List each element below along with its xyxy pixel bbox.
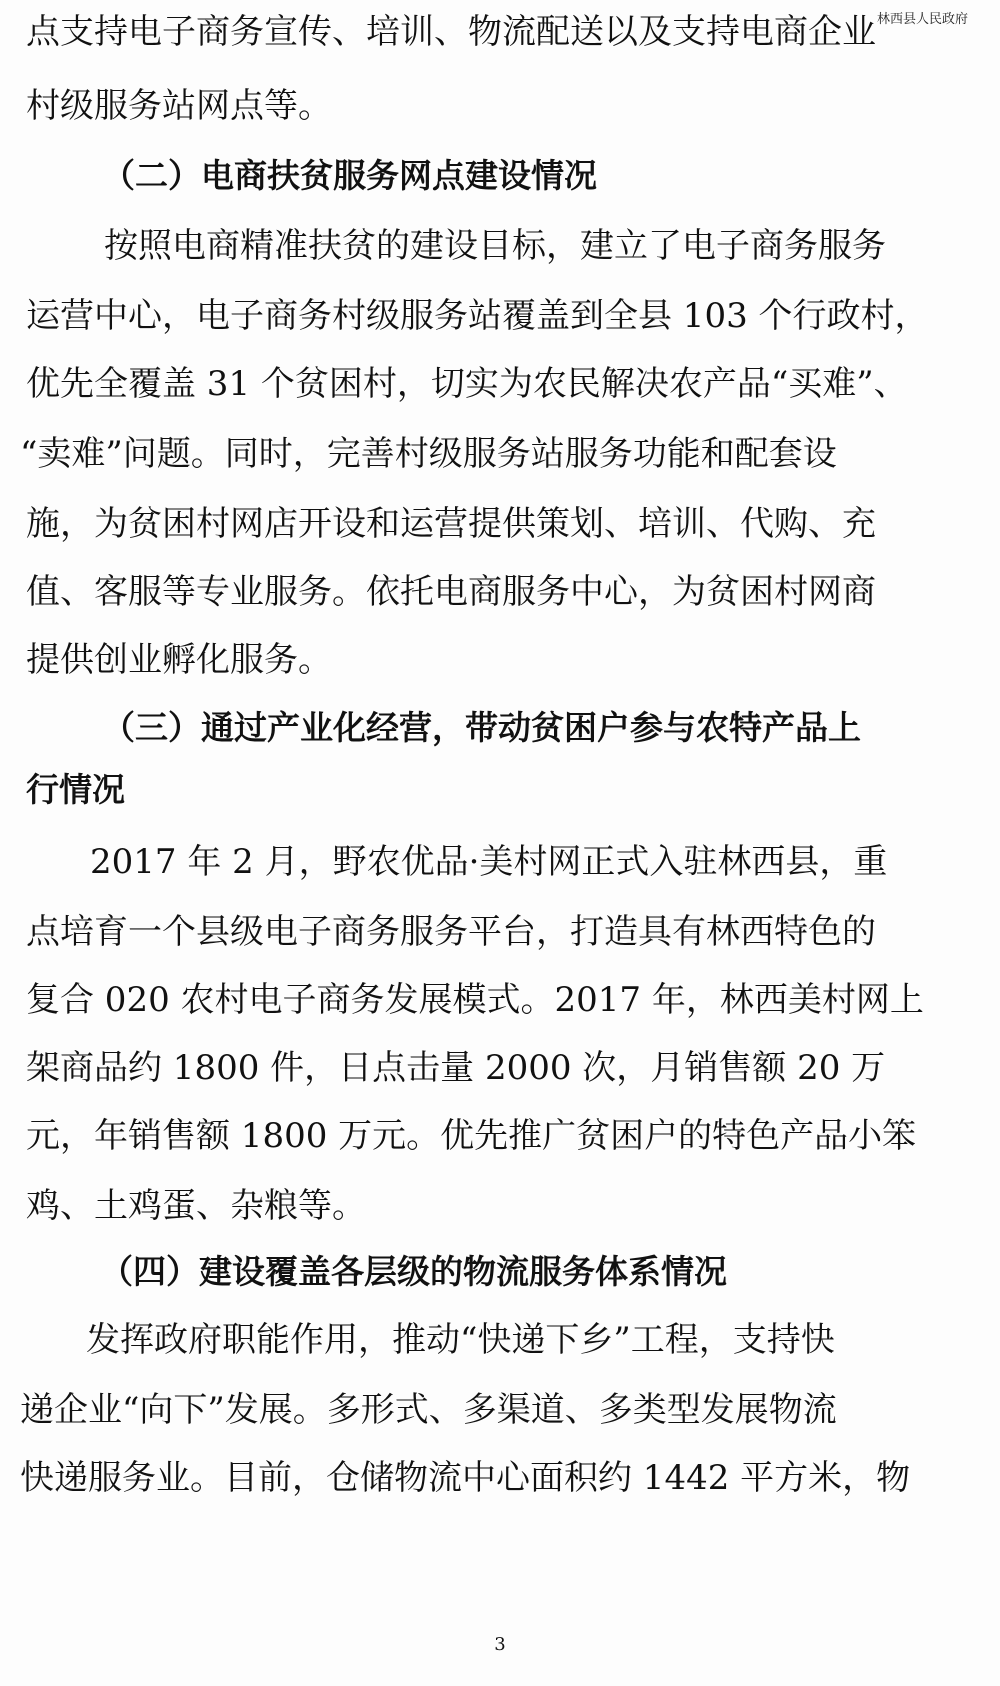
paragraph-line: 复合 020 农村电子商务发展模式。2017 年，林西美村网上 (26, 980, 924, 1020)
paragraph-line: 架商品约 1800 件，日点击量 2000 次，月销售额 20 万 (26, 1048, 886, 1088)
paragraph-line: 快递服务业。目前，仓储物流中心面积约 1442 平方米，物 (20, 1458, 911, 1498)
paragraph-line: “卖难”问题。同时，完善村级服务站服务功能和配套设 (20, 434, 837, 474)
section-heading-4: （四）建设覆盖各层级的物流服务体系情况 (100, 1252, 727, 1291)
paragraph-line: 运营中心，电子商务村级服务站覆盖到全县 103 个行政村， (26, 296, 929, 336)
paragraph-line: 元，年销售额 1800 万元。优先推广贫困户的特色产品小笨 (26, 1116, 917, 1156)
paragraph-line: 点培育一个县级电子商务服务平台，打造具有林西特色的 (26, 912, 876, 952)
paragraph-line: 优先全覆盖 31 个贫困村，切实为农民解决农产品“买难”、 (26, 364, 908, 404)
section-heading-3-cont: 行情况 (26, 770, 125, 809)
section-heading-2: （二）电商扶贫服务网点建设情况 (102, 156, 597, 195)
paragraph-line: 值、客服等专业服务。依托电商服务中心，为贫困村网商 (26, 572, 876, 612)
paragraph-line: 村级服务站网点等。 (26, 86, 332, 126)
section-heading-3: （三）通过产业化经营，带动贫困户参与农特产品上 (102, 708, 861, 747)
watermark: 林西县人民政府 (876, 12, 968, 27)
page-number: 3 (494, 1634, 506, 1655)
paragraph-line: 递企业“向下”发展。多形式、多渠道、多类型发展物流 (20, 1390, 837, 1430)
paragraph-line: 发挥政府职能作用，推动“快递下乡”工程，支持快 (86, 1320, 835, 1360)
paragraph-line: 点支持电子商务宣传、培训、物流配送以及支持电商企业 (26, 12, 876, 52)
paragraph-line: 鸡、土鸡蛋、杂粮等。 (26, 1186, 366, 1226)
paragraph-line: 按照电商精准扶贫的建设目标，建立了电子商务服务 (104, 226, 886, 266)
paragraph-line: 施，为贫困村网店开设和运营提供策划、培训、代购、充 (26, 504, 876, 544)
paragraph-line: 2017 年 2 月，野农优品·美村网正式入驻林西县，重 (90, 842, 888, 882)
paragraph-line: 提供创业孵化服务。 (26, 640, 332, 680)
